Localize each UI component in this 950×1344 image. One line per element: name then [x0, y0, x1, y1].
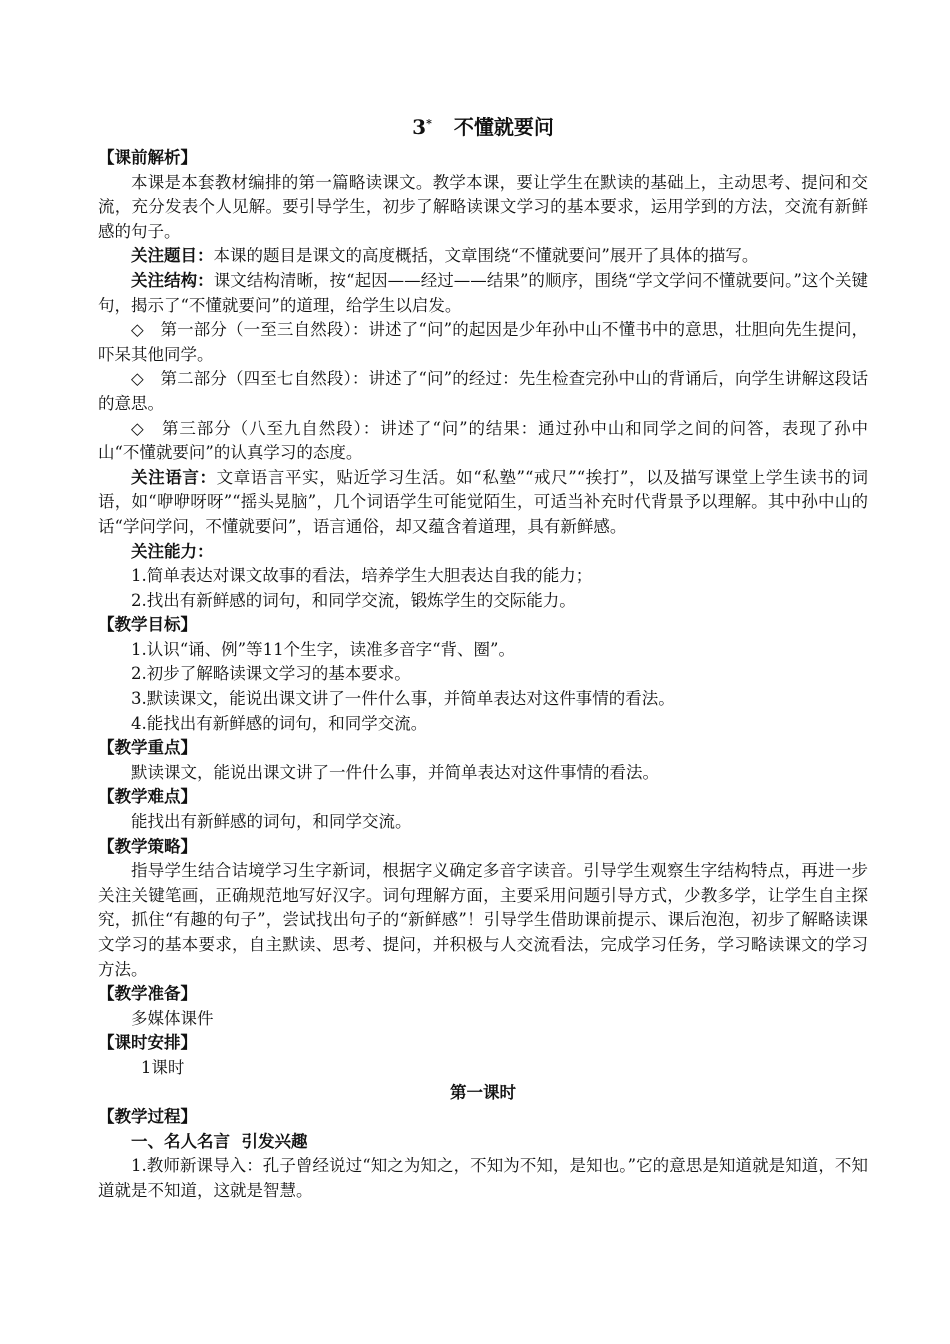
structure-paragraph	[98, 269, 868, 318]
topic-paragraph	[98, 244, 868, 269]
goal-item-2: 2.初步了解略读课文学习的基本要求。	[131, 664, 411, 684]
title-number: 3	[412, 115, 427, 139]
section-heading-preparation: 【教学准备】	[98, 984, 197, 1004]
process-step-1-text: 1.教师新课导入：孔子曾经说过“知之为知之，不知为不知，是知也。”它的意思是知道就是知道，不知道就是不知道，这就是智慧。	[98, 1156, 868, 1200]
topic-label: 关注题目：	[131, 246, 214, 266]
section-heading-strategy: 【教学策略】	[98, 836, 197, 856]
strategy-text: 指导学生结合诘境学习生字新词，根据字义确定多音字读音。引导学生观察生字结构特点，再进一步关注关键笔画，正确规范地写好汉字。词句理解方面，主要采用问题引导方式，少教多学，让学生自主探究，抓住“有趣的句子”，尝试找出句子的“新鲜感”！引导学生借助课前提示、课后泡泡，初步了解略读课文学习的基本要求，自主默读、思考、提问，并积极与人交流看法，完成学习任务，学习略读课文的学习方法。	[98, 861, 868, 979]
process-step-1: 一、名人名言 引发兴趣	[131, 1131, 308, 1151]
language-text: 文章语言平实，贴近学习生活。如“私塾”“戒尺”“挨打”，以及描写课堂上学生读书的词语，如“咿咿呀呀”“摇头晃脑”，几个词语学生可能觉陌生，可适当补充时代背景予以理解。其中孙中山的话“学问学问，不懂就要问”，语言通俗，却又蕴含着道理，具有新鲜感。	[98, 467, 868, 536]
section-heading-analysis: 【课前解析】	[98, 148, 197, 167]
ability-label: 关注能力：	[131, 541, 214, 561]
section-heading-process: 【教学过程】	[98, 1107, 197, 1127]
section-heading-key: 【教学重点】	[98, 738, 197, 758]
part-one: ◇ 第一部分（一至三自然段）：讲述了“问”的起因是少年孙中山不懂书中的意思，壮胆向先生提问，吓呆其他同学。	[98, 320, 868, 364]
topic-text: 本课的题目是课文的高度概括，文章围绕“不懂就要问”展开了具体的描写。	[213, 246, 759, 266]
part-three: ◇ 第三部分（八至九自然段）：讲述了“问”的结果：通过孙中山和同学之间的问答，表现了孙中山“不懂就要问”的认真学习的态度。	[98, 418, 868, 463]
ability-item-2: 2.找出有新鲜感的词句，和同学交流，锻炼学生的交际能力。	[131, 590, 576, 610]
key-point-text: 默读课文，能说出课文讲了一件什么事，并简单表达对这件事情的看法。	[131, 762, 659, 782]
lesson-title: 第一课时	[450, 1082, 516, 1102]
ability-item-1: 1.简单表达对课文故事的看法，培养学生大胆表达自我的能力；	[131, 566, 593, 586]
section-heading-goals: 【教学目标】	[98, 615, 197, 635]
page-title	[98, 112, 868, 142]
goal-item-1: 1.认识“诵、例”等11个生字，读准多音字“背、圈”。	[131, 639, 515, 659]
schedule-text: 1课时	[140, 1057, 185, 1077]
part-two: ◇ 第二部分（四至七自然段）：讲述了“问”的经过：先生检查完孙中山的背诵后，向学生讲解这段话的意思。	[98, 369, 868, 413]
structure-label: 关注结构：	[131, 270, 214, 290]
analysis-paragraph: 本课是本套教材编排的第一篇略读课文。教学本课，要让学生在默读的基础上，主动思考、提问和交流，充分发表个人见解。要引导学生，初步了解略读课文学习的基本要求，运用学到的方法，交流有新鲜感的句子。	[98, 172, 868, 241]
structure-text: 课文结构清晰，按“起因——经过——结果”的顺序，围绕“学文学问不懂就要问。”这个关键句，揭示了“不懂就要问”的道理，给学生以启发。	[98, 270, 868, 315]
document-page	[98, 112, 868, 1204]
title-star: *	[426, 117, 432, 130]
goal-item-4: 4.能找出有新鲜感的词句，和同学交流。	[131, 713, 428, 733]
section-heading-difficulty: 【教学难点】	[98, 787, 197, 807]
goal-item-3: 3.默读课文，能说出课文讲了一件什么事，并简单表达对这件事情的看法。	[131, 689, 675, 709]
title-text: 不懂就要问	[453, 115, 554, 139]
preparation-text: 多媒体课件	[131, 1008, 214, 1028]
difficulty-text: 能找出有新鲜感的词句，和同学交流。	[131, 812, 412, 832]
language-label: 关注语言：	[131, 467, 217, 487]
language-paragraph	[98, 466, 868, 540]
section-heading-schedule: 【课时安排】	[98, 1033, 197, 1053]
